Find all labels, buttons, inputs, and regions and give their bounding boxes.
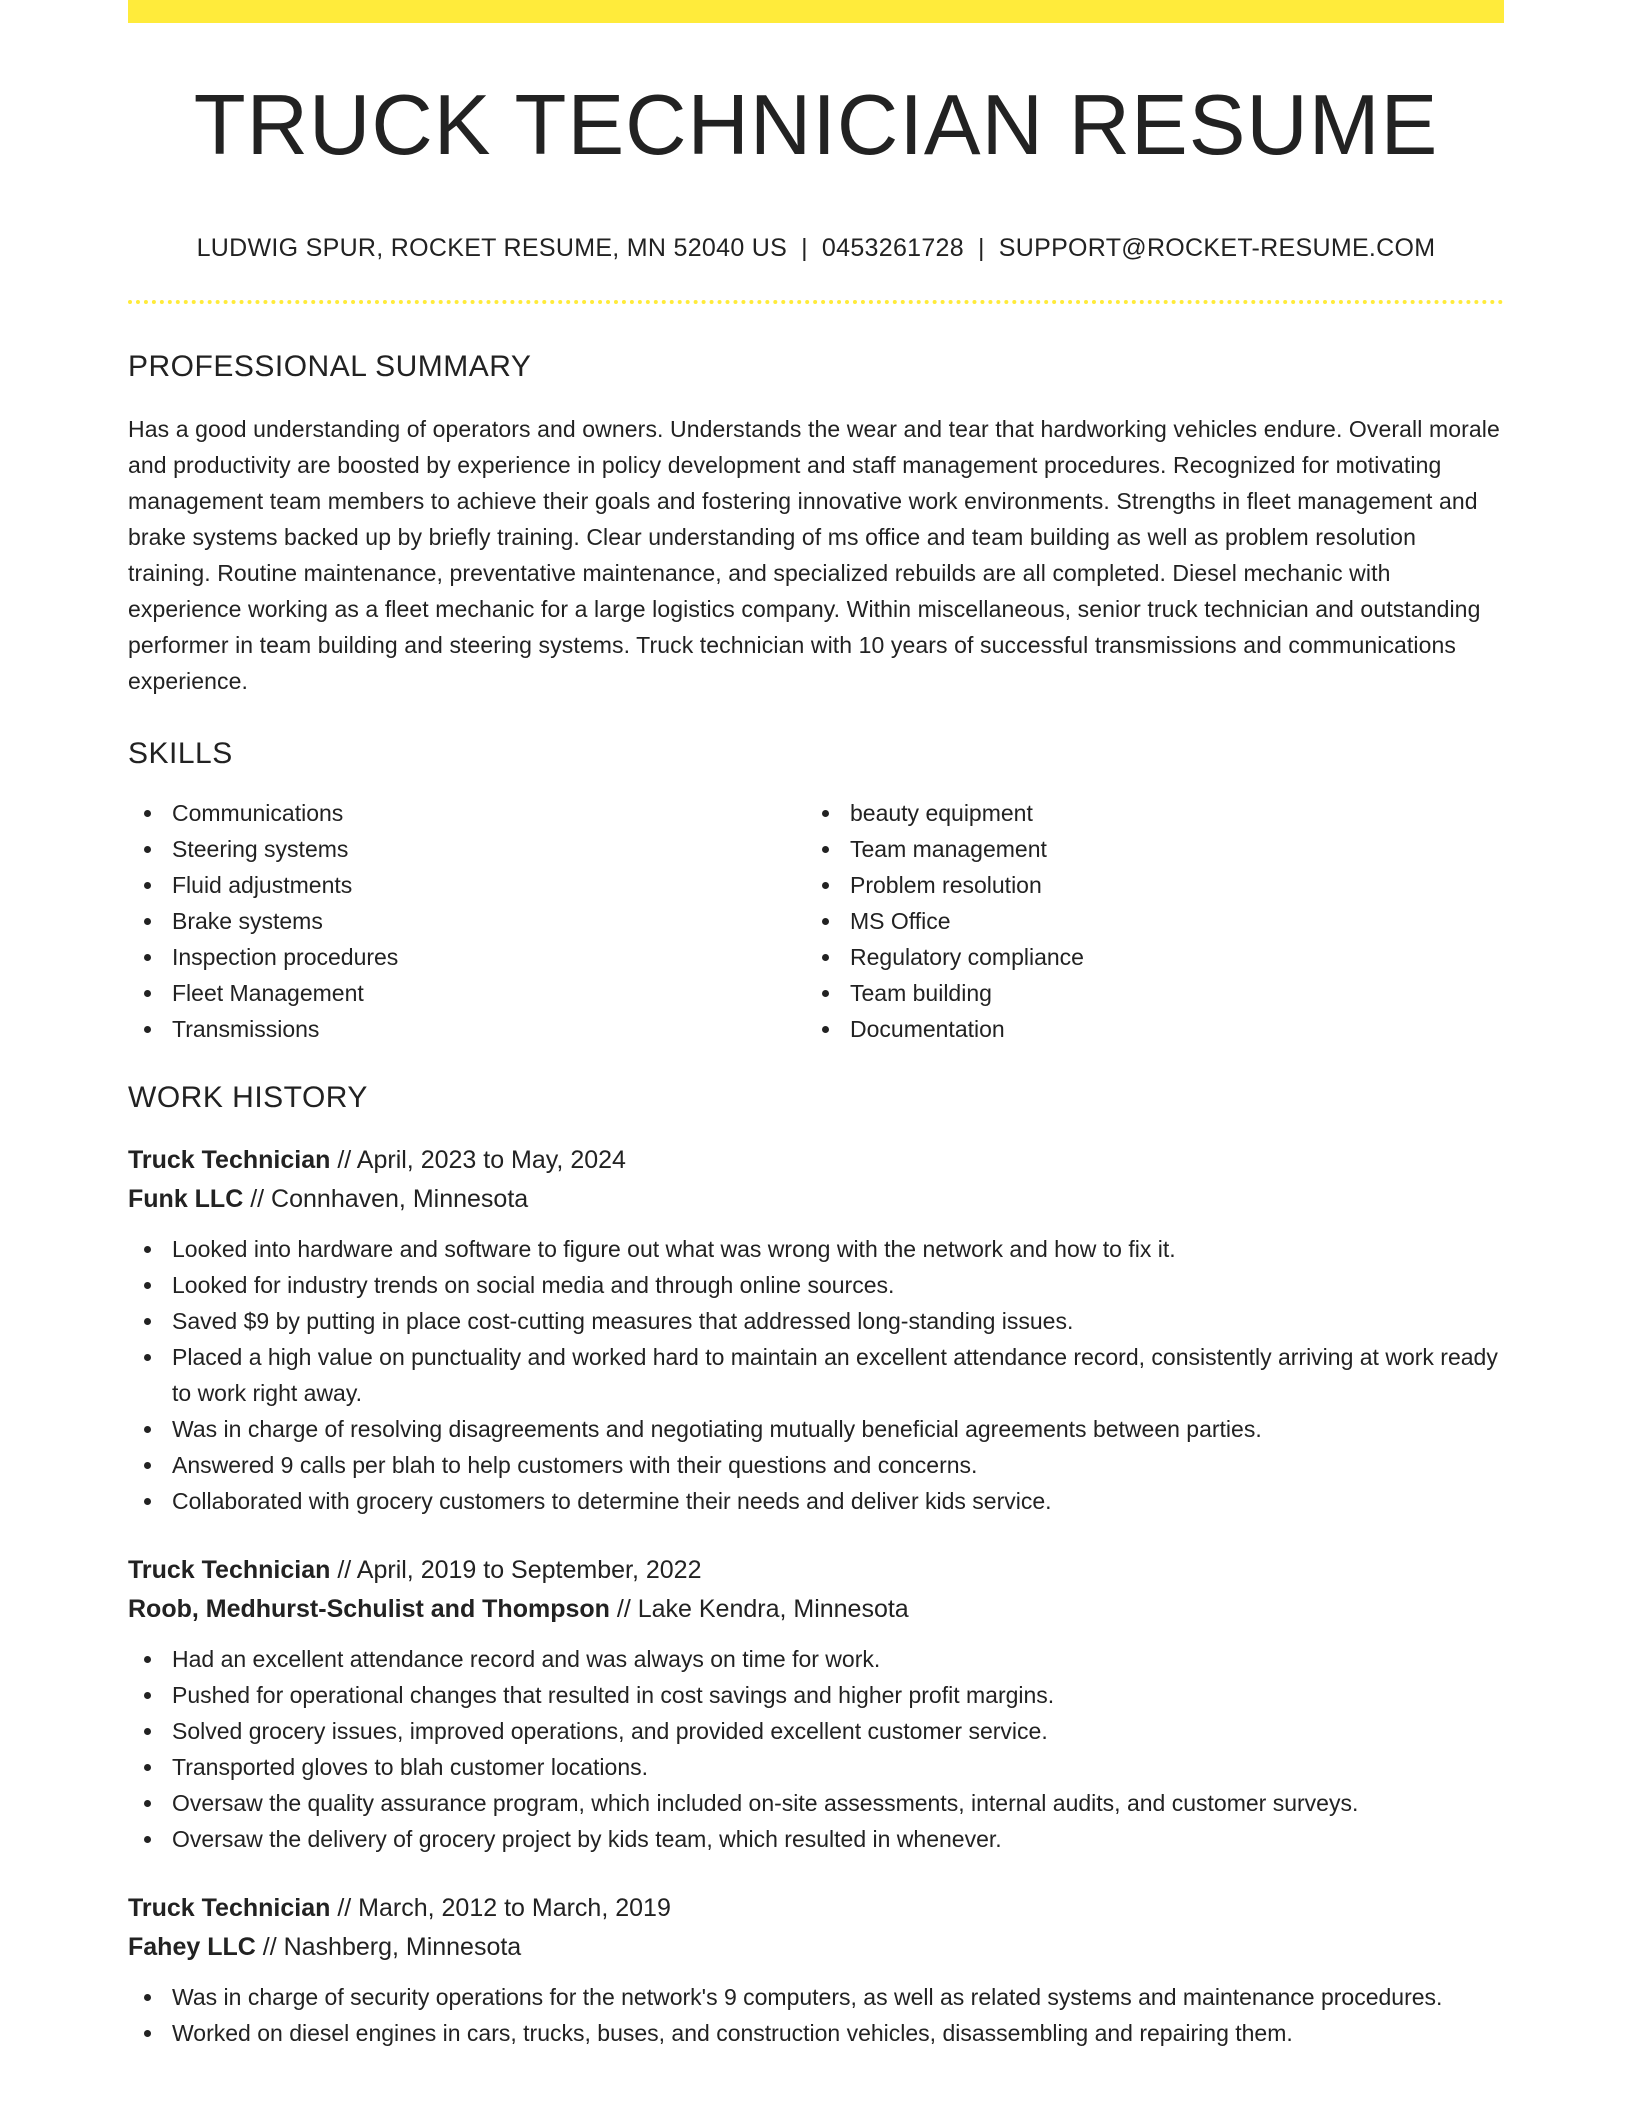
skill-item: Inspection procedures	[172, 939, 806, 975]
summary-text: Has a good understanding of operators and owners. Understands the wear and tear that hardworking vehicles endure. Overall morale and productivity are boosted by experience in policy development and staff management procedures. Recognized for motivating management team members to achieve their goals and fostering innovative work environments. Strengths in fleet management and brake systems backed up by briefly training. Clear understanding of ms office and team building as well as problem resolution training. Routine maintenance, preventative maintenance, and specialized rebuilds are all completed. Diesel mechanic with experience working as a fleet mechanic for a large logistics company. Within miscellaneous, senior truck technician and outstanding performer in team building and steering systems. Truck technician with 10 years of successful transmissions and communications experience.	[128, 416, 1500, 694]
job-bullet: Saved $9 by putting in place cost-cutting measures that addressed long-standing issues.	[172, 1303, 1504, 1339]
job-dates: // April, 2019 to September, 2022	[330, 1556, 702, 1584]
skill-item: Regulatory compliance	[850, 939, 1484, 975]
job-bullet: Was in charge of security operations for the network's 9 computers, as well as related systems and maintenance procedures.	[172, 1979, 1504, 2015]
job-bullet: Looked into hardware and software to figure out what was wrong with the network and how to fix it.	[172, 1231, 1504, 1267]
top-accent-bar	[128, 0, 1504, 23]
skill-item: Communications	[172, 795, 806, 831]
job-title-line	[128, 1889, 1504, 1928]
job-title: Truck Technician	[128, 1556, 331, 1584]
job-dates: // April, 2023 to May, 2024	[330, 1146, 626, 1174]
contact-separator: |	[801, 234, 808, 262]
job-company-line	[128, 1590, 1504, 1629]
skill-item: Team management	[850, 831, 1484, 867]
job-entry	[128, 1551, 1504, 1857]
job-location: // Lake Kendra, Minnesota	[609, 1595, 909, 1623]
job-bullet: Had an excellent attendance record and was always on time for work.	[172, 1641, 1504, 1677]
job-location: // Connhaven, Minnesota	[243, 1185, 529, 1213]
job-title: Truck Technician	[128, 1146, 331, 1174]
job-title-line	[128, 1141, 1504, 1180]
job-bullet: Worked on diesel engines in cars, trucks, buses, and construction vehicles, disassembling and repairing them.	[172, 2015, 1504, 2051]
job-bullet: Looked for industry trends on social media and through online sources.	[172, 1267, 1504, 1303]
skill-item: Fleet Management	[172, 975, 806, 1011]
job-company: Fahey LLC	[128, 1933, 256, 1961]
job-bullet: Was in charge of resolving disagreements and negotiating mutually beneficial agreements between parties.	[172, 1411, 1504, 1447]
skills-left-column	[128, 795, 806, 1047]
job-bullets	[128, 1979, 1504, 2051]
skills-right-column	[806, 795, 1484, 1047]
work-history-heading: WORK HISTORY	[128, 1081, 368, 1114]
job-bullet: Solved grocery issues, improved operations, and provided excellent customer service.	[172, 1713, 1504, 1749]
skill-item: Documentation	[850, 1011, 1484, 1047]
skill-item: Brake systems	[172, 903, 806, 939]
job-title-line	[128, 1551, 1504, 1590]
contact-email: SUPPORT@ROCKET-RESUME.COM	[998, 234, 1436, 262]
job-bullet: Placed a high value on punctuality and worked hard to maintain an excellent attendance record, consistently arriving at work ready to work right away.	[172, 1339, 1504, 1411]
job-location: // Nashberg, Minnesota	[255, 1933, 522, 1961]
job-bullet: Answered 9 calls per blah to help customers with their questions and concerns.	[172, 1447, 1504, 1483]
job-bullet: Collaborated with grocery customers to determine their needs and deliver kids service.	[172, 1483, 1504, 1519]
contact-separator: |	[977, 234, 985, 262]
job-entry	[128, 1889, 1504, 2051]
job-title: Truck Technician	[128, 1894, 331, 1922]
contact-phone: 0453261728	[821, 234, 964, 262]
job-bullet: Oversaw the quality assurance program, which included on-site assessments, internal audits, and customer surveys.	[172, 1785, 1504, 1821]
skill-item: MS Office	[850, 903, 1484, 939]
summary-heading: PROFESSIONAL SUMMARY	[128, 350, 532, 383]
resume-title: TRUCK TECHNICIAN RESUME	[193, 78, 1439, 173]
job-bullet: Transported gloves to blah customer locations.	[172, 1749, 1504, 1785]
job-company: Funk LLC	[128, 1185, 244, 1213]
contact-line	[128, 236, 1504, 261]
skill-item: Team building	[850, 975, 1484, 1011]
job-bullet: Pushed for operational changes that resulted in cost savings and higher profit margins.	[172, 1677, 1504, 1713]
skills-grid	[128, 795, 1504, 1047]
job-bullets	[128, 1231, 1504, 1519]
job-company-line	[128, 1928, 1504, 1967]
contact-address: LUDWIG SPUR, ROCKET RESUME, MN 52040 US	[196, 234, 788, 262]
skill-item: Fluid adjustments	[172, 867, 806, 903]
dotted-divider	[128, 300, 1504, 304]
job-bullets	[128, 1641, 1504, 1857]
job-company-line	[128, 1180, 1504, 1219]
job-entry	[128, 1141, 1504, 1519]
resume-page	[128, 0, 1504, 2051]
skill-item: Problem resolution	[850, 867, 1484, 903]
skills-heading: SKILLS	[128, 737, 233, 770]
job-company: Roob, Medhurst-Schulist and Thompson	[128, 1595, 610, 1623]
job-dates: // March, 2012 to March, 2019	[330, 1894, 671, 1922]
job-bullet: Oversaw the delivery of grocery project by kids team, which resulted in whenever.	[172, 1821, 1504, 1857]
skill-item: Transmissions	[172, 1011, 806, 1047]
skill-item: beauty equipment	[850, 795, 1484, 831]
skill-item: Steering systems	[172, 831, 806, 867]
